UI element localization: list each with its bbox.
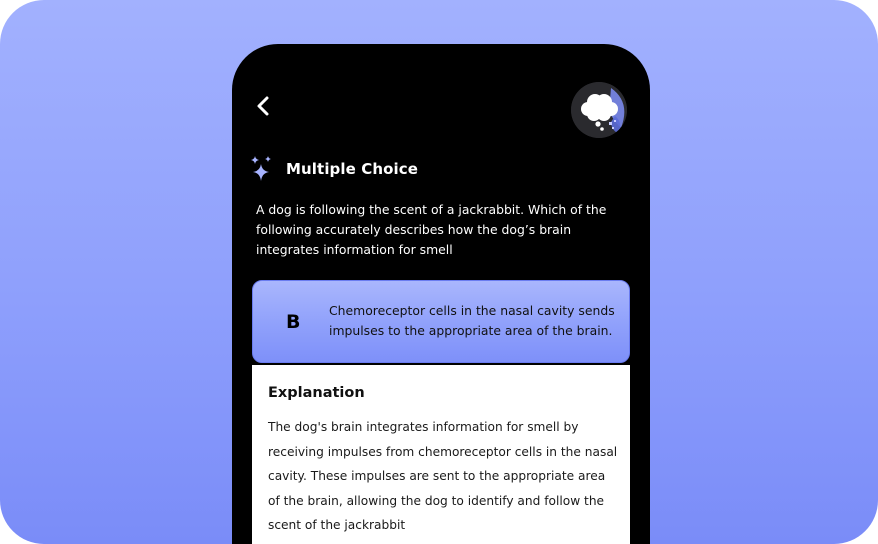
explanation-body: The dog's brain integrates information for smell by receiving impulses from chemoreceptor cells in the nasal cavity. These impulses are sent to the appropriate area of the brain, allowing the dog to identify and follow the scent of the jackrabbit: [268, 420, 618, 532]
explanation-card: [252, 365, 630, 544]
selected-answer-card[interactable]: [252, 280, 630, 363]
sparkles-icon: [250, 155, 274, 183]
chevron-left-icon: [254, 94, 274, 118]
thought-cloud-icon: [571, 82, 627, 138]
answer-letter: B: [286, 311, 301, 333]
explanation-title: Explanation: [268, 385, 365, 401]
back-button[interactable]: [254, 94, 274, 118]
phone-screen: [232, 44, 650, 544]
mode-header: [250, 154, 418, 184]
mode-title: Multiple Choice: [286, 160, 419, 178]
question-text: A dog is following the scent of a jackrabbit. Which of the following accurately describes how the dog’s brain integrates information for smell: [256, 202, 607, 257]
avatar[interactable]: [571, 82, 627, 138]
answer-text: Chemoreceptor cells in the nasal cavity sends impulses to the appropriate area of the brain.: [329, 303, 615, 338]
